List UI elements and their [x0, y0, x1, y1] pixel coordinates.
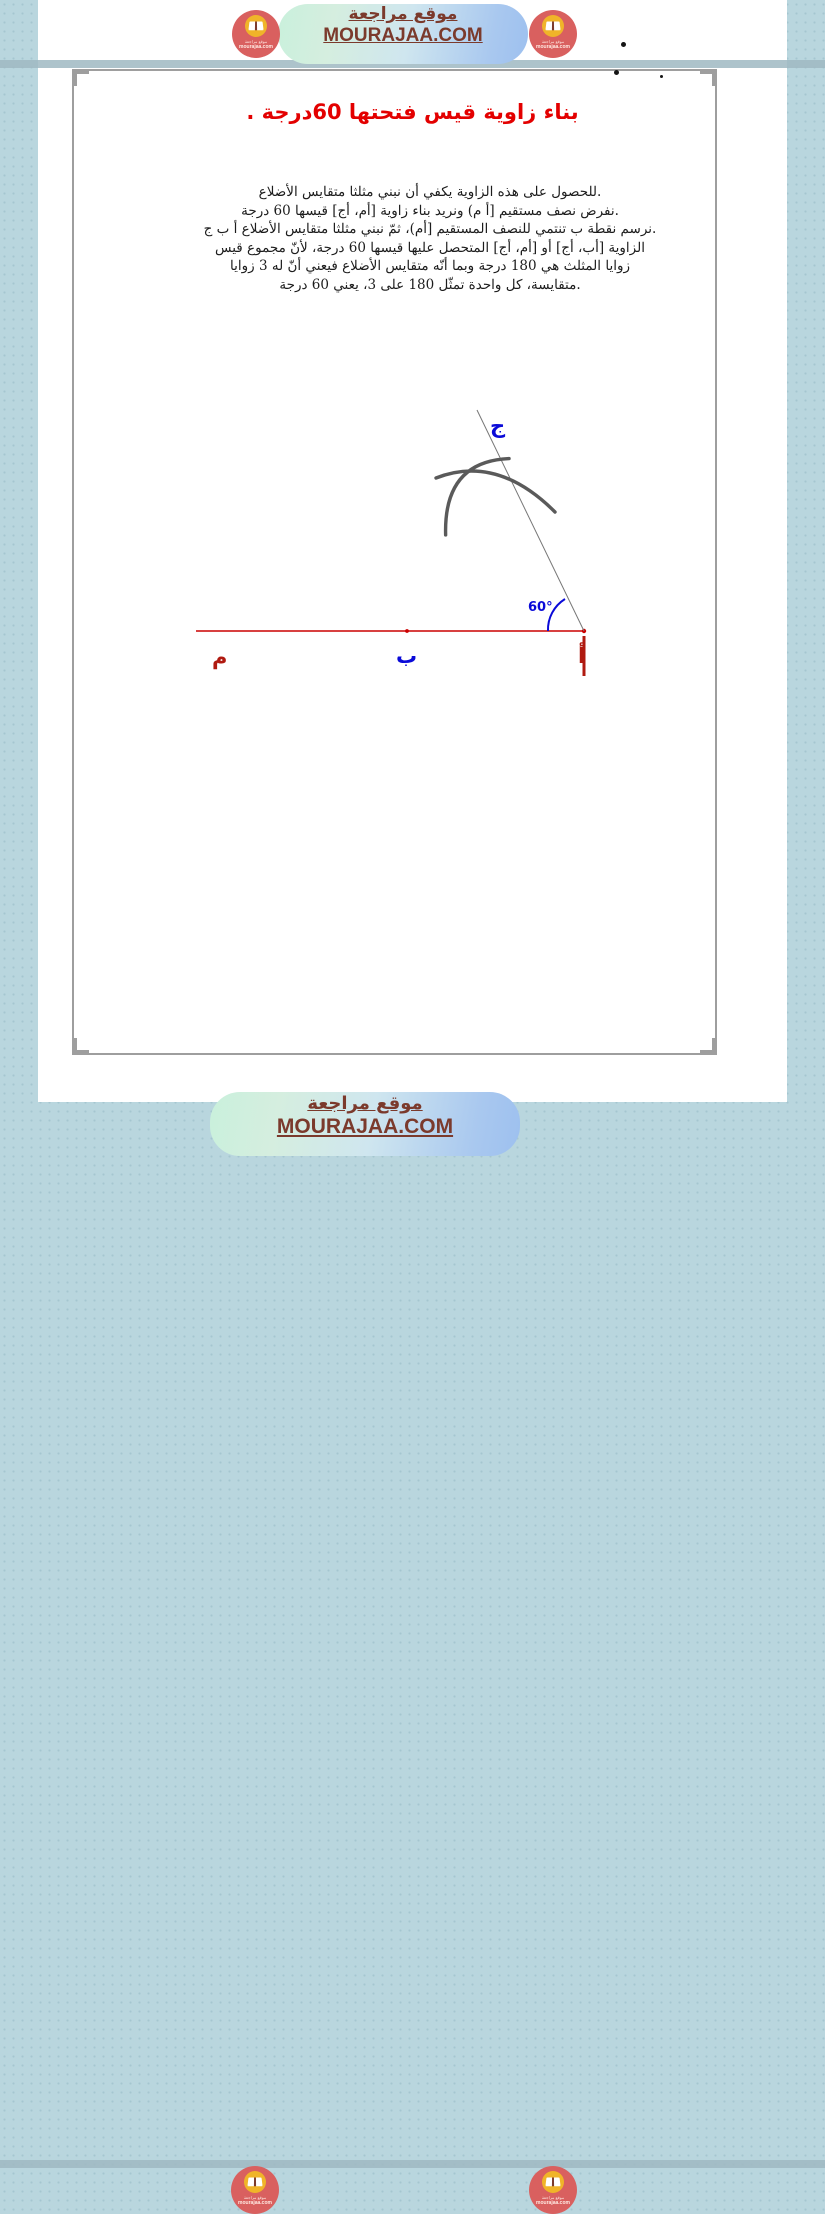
book-icon — [244, 2171, 266, 2193]
paragraph-line-4: الزاوية [أب، أج] أو [أم، أج] المتحصل عليها قيسها 60 درجة، لأنّ مجموع قيس — [215, 239, 645, 256]
brand-site-url[interactable]: MOURAJAA.COM — [323, 25, 483, 47]
brand-logo-top-right[interactable] — [529, 10, 577, 58]
page-title: بناء زاوية قيس فتحتها 60درجة . — [246, 100, 579, 125]
point-ba-marker — [405, 629, 409, 633]
top-branding-banner — [0, 0, 825, 68]
book-icon — [542, 2171, 564, 2193]
logo-caption: موقع مراجعة mourajaa.com — [536, 2194, 570, 2206]
brand-arabic-name: موقع مراجعة — [307, 1093, 423, 1114]
angle-measure-label: 60° — [528, 600, 553, 615]
brand-arabic-name: موقع مراجعة — [348, 4, 458, 24]
brand-site-url[interactable]: MOURAJAA.COM — [276, 1115, 454, 1139]
bottom-banner-strip — [0, 2160, 825, 2168]
point-label-ba: ب — [396, 644, 418, 668]
construction-arc-left — [425, 453, 527, 535]
logo-caption: موقع مراجعة mourajaa.com — [536, 38, 570, 50]
paragraph-line-2: .نفرض نصف مستقيم [أ م) ونريد بناء زاوية [أم، أج] قيسها 60 درجة — [241, 202, 619, 219]
point-label-alef: أ — [578, 644, 586, 668]
brand-logo-bottom-left[interactable] — [231, 2166, 279, 2214]
stray-dot-small — [660, 75, 663, 78]
bottom-banner-text — [210, 1094, 520, 1139]
ray-alef-jeem — [477, 410, 584, 631]
logo-caption: موقع مراجعة mourajaa.com — [238, 2194, 272, 2206]
point-label-jeem: ج — [490, 414, 506, 438]
book-icon — [542, 15, 564, 37]
point-label-meem: م — [212, 645, 228, 669]
angle-arc — [548, 599, 565, 631]
frame-corner-top-left — [73, 70, 89, 86]
paragraph-line-5: زوايا المثلث هي 180 درجة وبما أنّه متقايس الأضلاع فيعني أنّ له 3 زوايا — [230, 258, 630, 275]
logo-caption: موقع مراجعة mourajaa.com — [239, 38, 273, 50]
paragraph-line-6: .متقايسة، كل واحدة تمثّل 180 على 3، يعني 60 درجة — [279, 276, 581, 293]
brand-logo-top-left[interactable] — [232, 10, 280, 58]
bottom-branding-banner — [0, 1080, 825, 2206]
lesson-paragraph — [190, 183, 670, 295]
frame-corner-top-right — [700, 70, 716, 86]
frame-corner-bottom-left — [73, 1038, 89, 1054]
stray-dot-lower — [614, 70, 619, 75]
paragraph-line-1: .للحصول على هذه الزاوية يكفي أن نبني مثلثا متقايس الأضلاع — [258, 184, 602, 200]
paragraph-line-3: .نرسم نقطة ب تنتمي للنصف المستقيم [أم)، ثمّ نبني مثلثا متقايس الأضلاع أ ب ج — [203, 221, 657, 238]
stray-dot-upper — [621, 42, 626, 47]
geometry-figure — [150, 390, 650, 690]
brand-logo-bottom-right[interactable] — [529, 2166, 577, 2214]
book-icon — [245, 15, 267, 37]
frame-corner-bottom-right — [700, 1038, 716, 1054]
top-banner-text — [278, 5, 528, 46]
geometry-svg — [150, 390, 650, 690]
